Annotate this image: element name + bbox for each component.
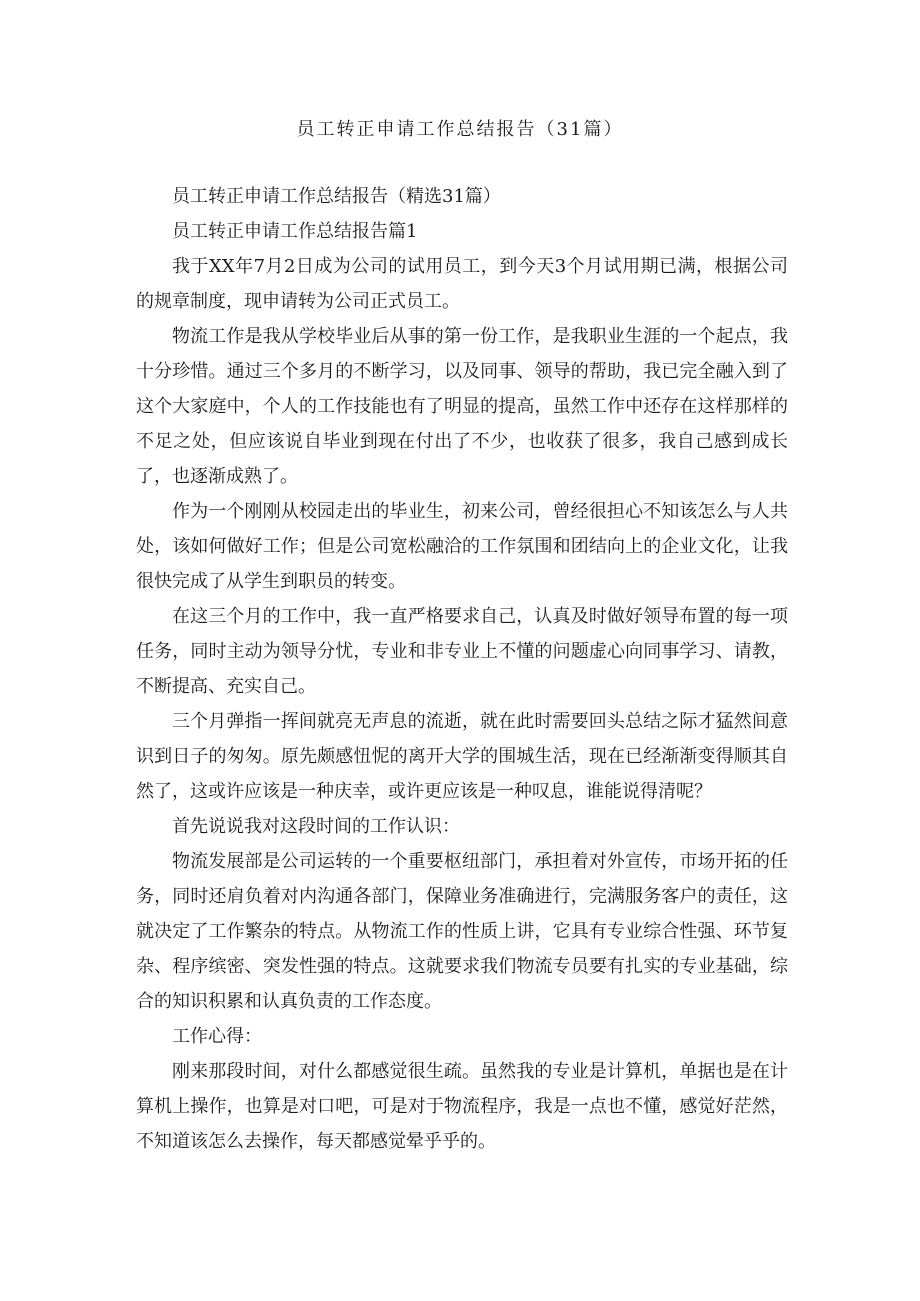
paragraph-subtitle: 员工转正申请工作总结报告（精选31篇） bbox=[172, 186, 501, 207]
paragraph: 我于XX年7月2日成为公司的试用员工，到今天3个月试用期已满，根据公司的规章制度，现申请转为公司正式员工。 bbox=[136, 256, 788, 312]
paragraph: 作为一个刚刚从校园走出的毕业生，初来公司，曾经很担心不知该怎么与人共处，该如何做好工作；但是公司宽松融洽的工作氛围和团结向上的企业文化，让我很快完成了从学生到职员的转变。 bbox=[136, 501, 788, 592]
paragraph: 三个月弹指一挥间就亮无声息的流逝，就在此时需要回头总结之际才猛然间意识到日子的匆匆。原先颇感忸怩的离开大学的围城生活，现在已经渐渐变得顺其自然了，这或许应该是一种庆幸，或许更应该是一种叹息，谁能说得清呢？ bbox=[136, 711, 788, 802]
document-body bbox=[136, 179, 788, 1159]
paragraph: 物流工作是我从学校毕业后从事的第一份工作，是我职业生涯的一个起点，我十分珍惜。通过三个多月的不断学习，以及同事、领导的帮助，我已完全融入到了这个大家庭中，个人的工作技能也有了明显的提高，虽然工作中还存在这样那样的不足之处，但应该说自毕业到现在付出了不少，也收获了很多，我自己感到成长了，也逐渐成熟了。 bbox=[136, 326, 788, 487]
document-title: 员工转正申请工作总结报告（31篇） bbox=[296, 119, 624, 140]
paragraph-section-heading: 员工转正申请工作总结报告篇1 bbox=[172, 221, 418, 242]
paragraph-heading: 首先说说我对这段时间的工作认识： bbox=[172, 816, 460, 837]
paragraph-heading: 工作心得： bbox=[172, 1026, 262, 1047]
paragraph: 物流发展部是公司运转的一个重要枢纽部门，承担着对外宣传，市场开拓的任务，同时还肩负着对内沟通各部门，保障业务准确进行，完满服务客户的责任，这就决定了工作繁杂的特点。从物流工作的性质上讲，它具有专业综合性强、环节复杂、程序缤密、突发性强的特点。这就要求我们物流专员要有扎实的专业基础，综合的知识积累和认真负责的工作态度。 bbox=[136, 851, 788, 1012]
paragraph: 刚来那段时间，对什么都感觉很生疏。虽然我的专业是计算机，单据也是在计算机上操作，也算是对口吧，可是对于物流程序，我是一点也不懂，感觉好茫然，不知道该怎么去操作，每天都感觉晕乎乎的。 bbox=[136, 1061, 788, 1152]
paragraph: 在这三个月的工作中，我一直严格要求自己，认真及时做好领导布置的每一项任务，同时主动为领导分忧，专业和非专业上不懂的问题虚心向同事学习、请教，不断提高、充实自己。 bbox=[136, 606, 788, 697]
